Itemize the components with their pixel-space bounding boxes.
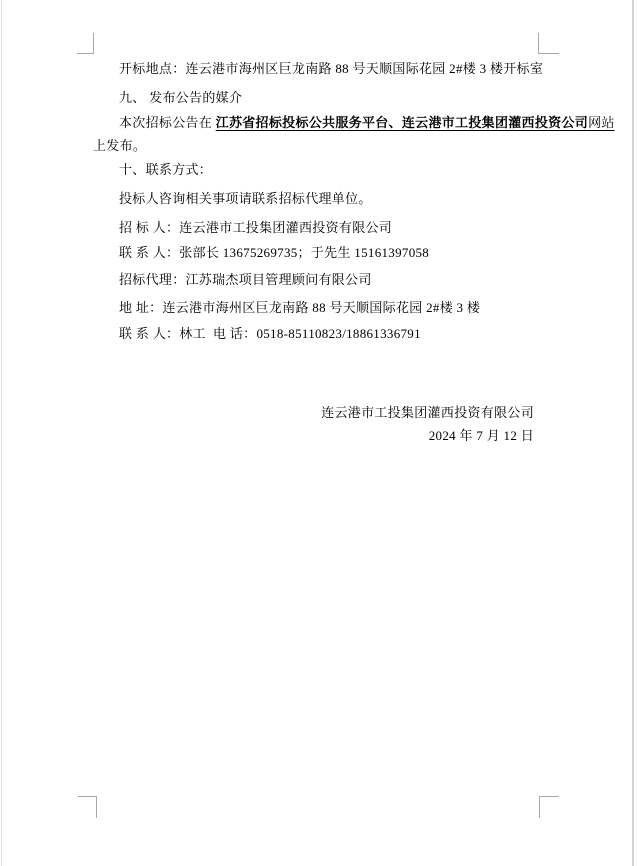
signature-date: 2024 年 7 月 12 日 xyxy=(428,428,534,443)
page-left-edge xyxy=(1,0,2,866)
section9-heading: 九、 发布公告的媒介 xyxy=(119,90,243,105)
tenderee-contact-line: 联 系 人：张部长 13675269735；于先生 15161397058 xyxy=(119,245,430,260)
announcement-suffix: 网站 xyxy=(588,115,615,130)
section10-heading: 十、联系方式： xyxy=(119,162,213,177)
tenderee-line: 招 标 人：连云港市工投集团灌西投资有限公司 xyxy=(119,220,393,235)
contact-note-line: 投标人咨询相关事项请联系招标代理单位。 xyxy=(119,191,372,206)
announcement-platforms: 江苏省招标投标公共服务平台、连云港市工投集团灌西投资公司 xyxy=(215,115,589,130)
agency-address-line: 地 址：连云港市海州区巨龙南路 88 号天顺国际花园 2#楼 3 楼 xyxy=(119,300,481,315)
margin-mark-bottom-left xyxy=(78,796,97,818)
page-right-edge xyxy=(632,0,634,866)
agency-contact-line: 联 系 人：林工 电 话：0518-85110823/18861336791 xyxy=(119,326,421,341)
announcement-prefix: 本次招标公告在 xyxy=(119,115,216,130)
agency-line: 招标代理：江苏瑞杰项目管理顾问有限公司 xyxy=(119,272,372,287)
announcement-wrap-line: 上发布。 xyxy=(93,138,147,153)
announcement-media-line xyxy=(119,115,615,130)
margin-mark-bottom-right xyxy=(539,796,559,818)
margin-mark-top-right xyxy=(538,33,559,54)
bid-opening-location-line: 开标地点：连云港市海州区巨龙南路 88 号天顺国际花园 2#楼 3 楼开标室 xyxy=(119,61,544,76)
margin-mark-top-left xyxy=(77,33,94,54)
signature-company: 连云港市工投集团灌西投资有限公司 xyxy=(321,405,534,420)
